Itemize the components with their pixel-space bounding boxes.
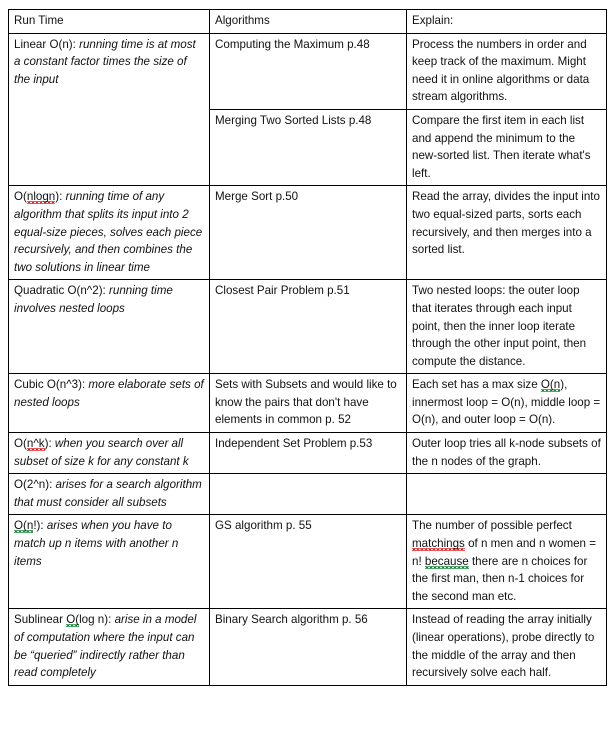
run-time-desc: running time involves nested loops — [14, 284, 173, 315]
algorithm-label: Binary Search algorithm p. 56 — [215, 613, 368, 627]
header-cell-explain — [407, 10, 607, 34]
cell-explain-empty — [407, 474, 607, 515]
cell-algorithm — [210, 280, 407, 374]
run-time-desc: when you search over all subset of size k for any constant k — [14, 437, 189, 468]
table-header-row — [9, 10, 607, 34]
explain-text: Read the array, divides the input into two equal-sized parts, sorts each recursively, and then merges into a sorted list. — [412, 190, 600, 257]
run-time-desc: more elaborate sets of nested loops — [14, 378, 204, 409]
cell-explain — [407, 609, 607, 685]
cell-algorithm — [210, 33, 407, 109]
run-time-desc: running time is at most a constant factor times the size of the input — [14, 37, 196, 86]
explain-text-prefix: Each set has a max size — [412, 378, 541, 392]
table-row — [9, 474, 607, 515]
table-row — [9, 280, 607, 374]
cell-algorithm — [210, 186, 407, 280]
algorithm-label: GS algorithm p. 55 — [215, 519, 312, 533]
grammar-flagged-text: because — [424, 554, 469, 568]
table-row — [9, 609, 607, 685]
run-time-term-suffix: ): — [55, 190, 66, 204]
cell-explain — [407, 515, 607, 609]
cell-run-time-2n — [9, 474, 210, 515]
explain-text: Two nested loops: the outer loop that iterates through each input point, then the inner loop iterate through the other input point, then compute the distance. — [412, 284, 587, 368]
cell-explain — [407, 374, 607, 433]
table-row — [9, 33, 607, 109]
run-time-desc: running time of any algorithm that splits its input into 2 equal-size pieces, solves each piece recursively, and then combines the two solutions in linear time — [14, 190, 203, 274]
explain-text: Process the numbers in order and keep track of the maximum. Might need it in online algorithms or data stream algorithms. — [412, 37, 590, 104]
grammar-flagged-text: O(n — [14, 519, 34, 533]
cell-run-time-sublinear — [9, 609, 210, 685]
cell-run-time-linear — [9, 33, 210, 186]
run-time-term-prefix: O( — [14, 190, 27, 204]
explain-text-middle: of n men and n women = n! — [412, 537, 596, 568]
cell-explain — [407, 33, 607, 109]
cell-algorithm — [210, 109, 407, 185]
grammar-flagged-text: O( — [66, 613, 80, 627]
header-label-explain: Explain: — [412, 14, 454, 27]
explain-text-suffix: ), innermost loop = O(n), middle loop = O(n), and outer loop = O(n). — [412, 378, 601, 427]
cell-algorithm — [210, 433, 407, 474]
explain-text: Outer loop tries all k-node subsets of the n nodes of the graph. — [412, 437, 601, 468]
cell-run-time-nk — [9, 433, 210, 474]
run-time-desc: arises for a search algorithm that must consider all subsets — [14, 478, 202, 509]
header-label-run-time: Run Time — [14, 14, 64, 27]
table-row — [9, 186, 607, 280]
algorithm-label: Independent Set Problem p.53 — [215, 437, 373, 451]
misspelled-word: n^k — [26, 437, 45, 451]
cell-run-time-quadratic — [9, 280, 210, 374]
run-time-desc: arises when you have to match up n items with another n items — [14, 519, 179, 568]
run-time-term-suffix: log n): — [79, 613, 115, 627]
cell-explain — [407, 280, 607, 374]
run-time-term: Cubic O(n^3): — [14, 378, 89, 392]
run-time-term-suffix: ): — [44, 437, 55, 451]
cell-algorithm — [210, 374, 407, 433]
run-time-term: O(2^n): — [14, 478, 56, 492]
cell-algorithm — [210, 515, 407, 609]
explain-text: Compare the first item in each list and append the minimum to the new-sorted list. Then iterate what's left. — [412, 113, 591, 180]
cell-explain — [407, 109, 607, 185]
algorithm-label: Sets with Subsets and would like to know the pairs that don't have elements in common p. 52 — [215, 378, 397, 427]
explain-text-suffix: there are n choices for the first man, then n-1 choices for the second man etc. — [412, 554, 588, 603]
algorithm-label: Merging Two Sorted Lists p.48 — [215, 113, 372, 127]
header-label-algorithms: Algorithms — [215, 14, 270, 27]
run-time-term-suffix: !): — [33, 519, 47, 533]
table-row — [9, 374, 607, 433]
table-row — [9, 433, 607, 474]
algorithm-label: Closest Pair Problem p.51 — [215, 284, 350, 298]
header-cell-algorithms — [210, 10, 407, 34]
header-cell-run-time — [9, 10, 210, 34]
cell-explain — [407, 433, 607, 474]
algorithm-label: Computing the Maximum p.48 — [215, 37, 370, 51]
cell-algorithm-empty — [210, 474, 407, 515]
cell-run-time-nlogn — [9, 186, 210, 280]
run-time-term: Quadratic O(n^2): — [14, 284, 110, 298]
misspelled-word: matchings — [412, 537, 465, 551]
run-time-complexity-table — [8, 9, 607, 686]
run-time-term-prefix: O( — [14, 437, 27, 451]
algorithm-label: Merge Sort p.50 — [215, 190, 299, 204]
misspelled-word: nlogn — [26, 190, 56, 204]
table-row — [9, 515, 607, 609]
cell-run-time-factorial — [9, 515, 210, 609]
run-time-desc: arise in a model of computation where the input can be “queried” indirectly rather than read completely — [14, 613, 197, 680]
cell-run-time-cubic — [9, 374, 210, 433]
explain-text: Instead of reading the array initially (linear operations), probe directly to the middle of the array and then recursively solve each half. — [412, 613, 595, 680]
cell-algorithm — [210, 609, 407, 685]
run-time-term: Linear O(n): — [14, 37, 80, 51]
grammar-flagged-text: O(n — [540, 378, 561, 392]
run-time-term-plain: Sublinear — [14, 613, 67, 627]
explain-text-prefix: The number of possible perfect — [412, 519, 572, 533]
cell-explain — [407, 186, 607, 280]
